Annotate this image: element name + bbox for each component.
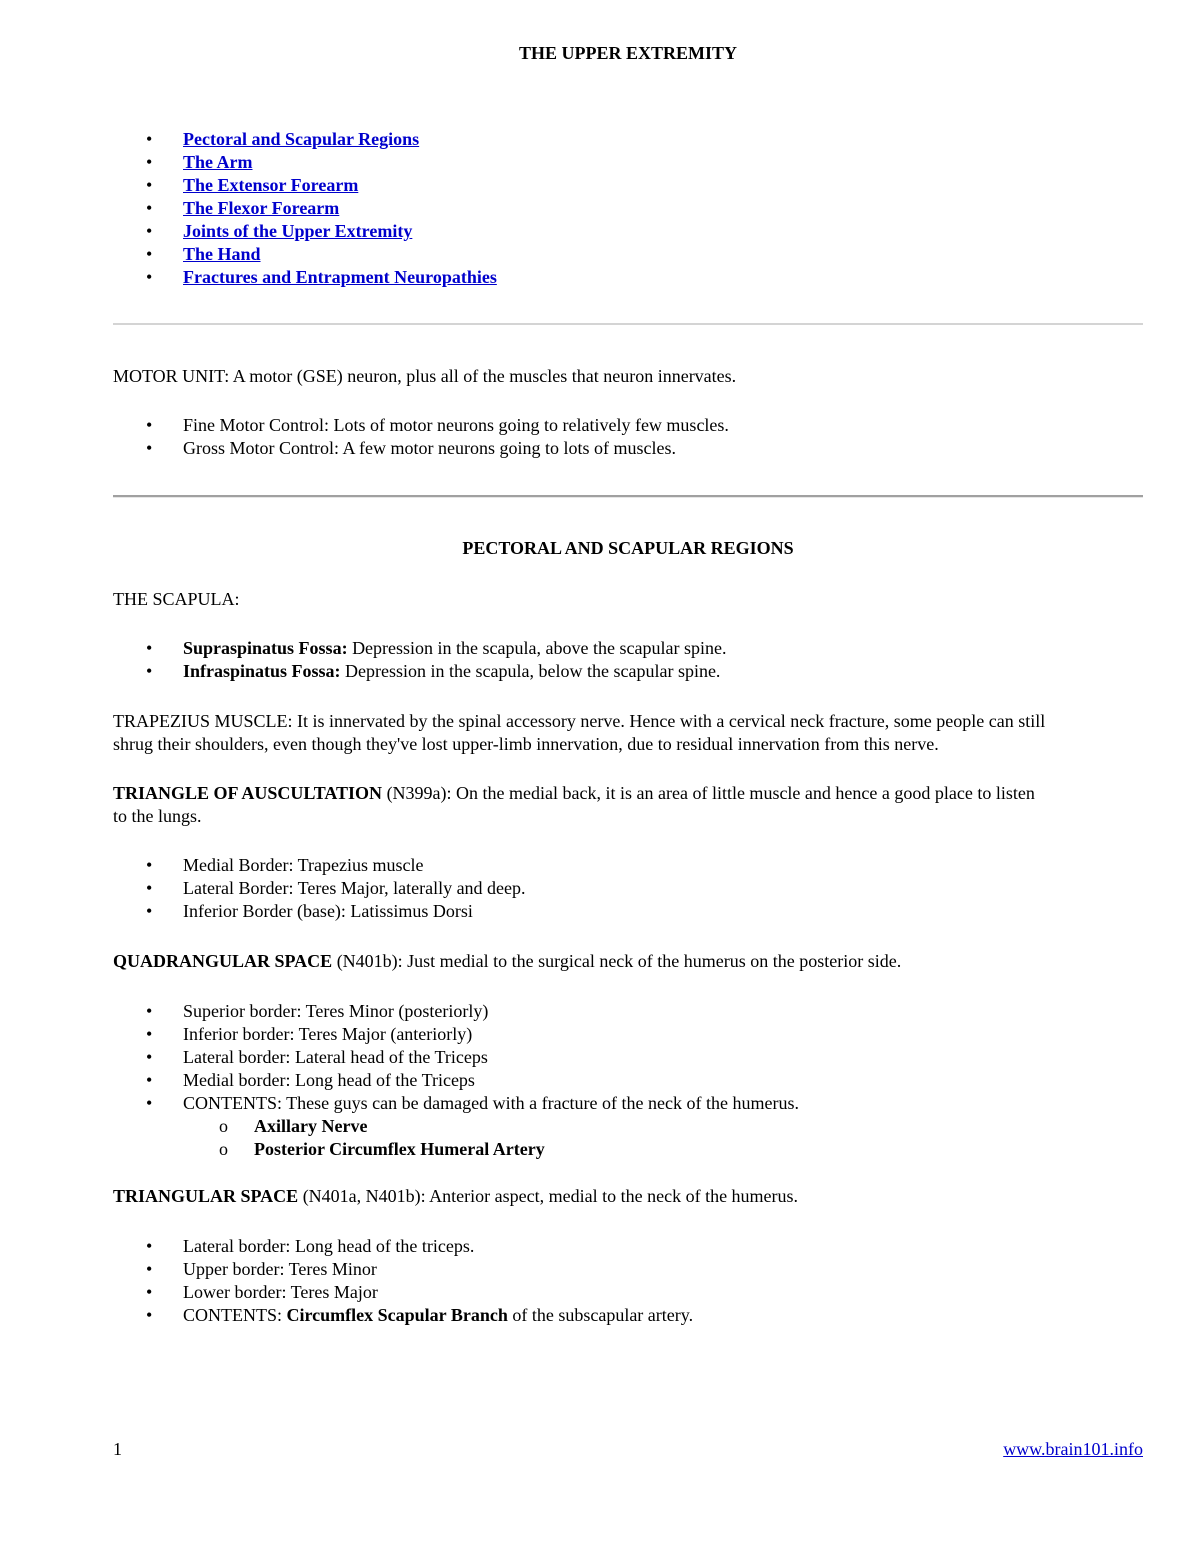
bullet-icon: • bbox=[146, 1259, 153, 1279]
list-item bbox=[113, 1092, 799, 1115]
sub-list-item bbox=[113, 1138, 799, 1161]
footer-website-link[interactable]: www.brain101.info bbox=[1003, 1439, 1143, 1459]
list-item bbox=[113, 220, 497, 243]
quadrangular-paragraph bbox=[113, 950, 1113, 973]
triangular-text: (N401a, N401b): Anterior aspect, medial to the neck of the humerus. bbox=[298, 1186, 799, 1206]
quadrangular-text: (N401b): Just medial to the surgical neck of the humerus on the posterior side. bbox=[332, 951, 902, 971]
bullet-icon: • bbox=[146, 175, 153, 195]
list-item-text: Fine Motor Control: Lots of motor neurons going to relatively few muscles. bbox=[183, 415, 729, 435]
motor-unit-text: MOTOR UNIT: A motor (GSE) neuron, plus all of the muscles that neuron innervates. bbox=[113, 366, 737, 386]
list-item bbox=[113, 1235, 693, 1258]
term: TRIANGULAR SPACE bbox=[113, 1186, 299, 1206]
auscultation-line-1: (N399a): On the medial back, it is an area of little muscle and hence a good place to listen bbox=[382, 783, 1035, 803]
scapula-list bbox=[113, 637, 726, 683]
toc-link-flexor-forearm[interactable]: The Flexor Forearm bbox=[183, 198, 340, 218]
bullet-icon: • bbox=[146, 415, 153, 435]
list-item-text: Lateral Border: Teres Major, laterally and deep. bbox=[183, 878, 526, 898]
term: TRIANGLE OF AUSCULTATION bbox=[113, 783, 383, 803]
bullet-icon: • bbox=[146, 198, 153, 218]
list-item-text: Medial Border: Trapezius muscle bbox=[183, 855, 424, 875]
list-item bbox=[113, 243, 497, 266]
list-item-text: Superior border: Teres Minor (posteriorly) bbox=[183, 1001, 489, 1021]
document-title: THE UPPER EXTREMITY bbox=[518, 43, 738, 63]
sub-bullet-icon: o bbox=[219, 1116, 228, 1136]
bullet-icon: • bbox=[146, 661, 153, 681]
auscultation-line-2: to the lungs. bbox=[113, 806, 202, 826]
list-item bbox=[113, 1023, 799, 1046]
list-item-text: Depression in the scapula, below the scapular spine. bbox=[340, 661, 721, 681]
term: Infraspinatus Fossa: bbox=[183, 661, 341, 681]
bullet-icon: • bbox=[146, 221, 153, 241]
bullet-icon: • bbox=[146, 1236, 153, 1256]
sub-bullet-icon: o bbox=[219, 1139, 228, 1159]
page-number: 1 bbox=[113, 1439, 122, 1459]
list-item bbox=[113, 174, 497, 197]
scapula-label: THE SCAPULA: bbox=[113, 589, 240, 609]
list-item-text: Gross Motor Control: A few motor neurons going to lots of muscles. bbox=[183, 438, 676, 458]
list-item bbox=[113, 877, 526, 900]
bullet-icon: • bbox=[146, 1001, 153, 1021]
toc-link-pectoral[interactable]: Pectoral and Scapular Regions bbox=[183, 129, 420, 149]
list-item bbox=[113, 900, 526, 923]
bullet-icon: • bbox=[146, 267, 153, 287]
toc-link-hand[interactable]: The Hand bbox=[183, 244, 261, 264]
sub-list-item bbox=[113, 1115, 799, 1138]
bullet-icon: • bbox=[146, 638, 153, 658]
list-item bbox=[113, 637, 726, 660]
bullet-icon: • bbox=[146, 1305, 153, 1325]
list-item bbox=[113, 1000, 799, 1023]
list-item bbox=[113, 854, 526, 877]
bullet-icon: • bbox=[146, 1282, 153, 1302]
list-item bbox=[113, 1281, 693, 1304]
list-item bbox=[113, 1258, 693, 1281]
bullet-icon: • bbox=[146, 878, 153, 898]
list-item bbox=[113, 1069, 799, 1092]
bullet-icon: • bbox=[146, 1093, 153, 1113]
list-item-text: Depression in the scapula, above the scapular spine. bbox=[347, 638, 727, 658]
term: QUADRANGULAR SPACE bbox=[113, 951, 333, 971]
toc-list bbox=[113, 128, 497, 289]
list-item bbox=[113, 151, 497, 174]
list-item-text: Medial border: Long head of the Triceps bbox=[183, 1070, 475, 1090]
toc-link-arm[interactable]: The Arm bbox=[183, 152, 253, 172]
toc-link-fractures[interactable]: Fractures and Entrapment Neuropathies bbox=[183, 267, 497, 287]
term: Supraspinatus Fossa: bbox=[183, 638, 348, 658]
list-item-text: Inferior border: Teres Major (anteriorly) bbox=[183, 1024, 473, 1044]
contents-prefix: CONTENTS: bbox=[183, 1305, 287, 1325]
list-item-text: CONTENTS: These guys can be damaged with a fracture of the neck of the humerus. bbox=[183, 1093, 799, 1113]
bullet-icon: • bbox=[146, 901, 153, 921]
list-item bbox=[113, 128, 497, 151]
bullet-icon: • bbox=[146, 1024, 153, 1044]
motor-control-list bbox=[113, 414, 729, 460]
trapezius-line-2: shrug their shoulders, even though they've lost upper-limb innervation, due to residual innervation from this nerve. bbox=[113, 734, 939, 754]
bullet-icon: • bbox=[146, 129, 153, 149]
term: Circumflex Scapular Branch bbox=[286, 1305, 508, 1325]
contents-suffix: of the subscapular artery. bbox=[507, 1305, 694, 1325]
triangular-paragraph bbox=[113, 1185, 1113, 1208]
section-heading: PECTORAL AND SCAPULAR REGIONS bbox=[462, 538, 794, 558]
list-item-text: Upper border: Teres Minor bbox=[183, 1259, 377, 1279]
section-divider bbox=[113, 495, 1143, 498]
bullet-icon: • bbox=[146, 244, 153, 264]
bullet-icon: • bbox=[146, 438, 153, 458]
auscultation-list bbox=[113, 854, 526, 923]
list-item-text: Lateral border: Lateral head of the Triceps bbox=[183, 1047, 488, 1067]
quadrangular-list bbox=[113, 1000, 799, 1161]
divider bbox=[113, 323, 1143, 325]
list-item bbox=[113, 197, 497, 220]
triangular-list bbox=[113, 1235, 693, 1327]
list-item-text: Lower border: Teres Major bbox=[183, 1282, 378, 1302]
bullet-icon: • bbox=[146, 152, 153, 172]
list-item bbox=[113, 660, 726, 683]
list-item bbox=[113, 414, 729, 437]
list-item bbox=[113, 266, 497, 289]
sub-list-item-text: Posterior Circumflex Humeral Artery bbox=[254, 1139, 545, 1159]
trapezius-paragraph bbox=[113, 710, 1143, 756]
list-item bbox=[113, 1046, 799, 1069]
bullet-icon: • bbox=[146, 1047, 153, 1067]
toc-link-extensor-forearm[interactable]: The Extensor Forearm bbox=[183, 175, 359, 195]
list-item bbox=[113, 1304, 693, 1327]
bullet-icon: • bbox=[146, 855, 153, 875]
toc-link-joints[interactable]: Joints of the Upper Extremity bbox=[183, 221, 413, 241]
auscultation-paragraph bbox=[113, 782, 1143, 828]
trapezius-line-1: TRAPEZIUS MUSCLE: It is innervated by the spinal accessory nerve. Hence with a cervical neck fracture, some people can still bbox=[113, 711, 1046, 731]
bullet-icon: • bbox=[146, 1070, 153, 1090]
list-item bbox=[113, 437, 729, 460]
list-item-text: Lateral border: Long head of the triceps. bbox=[183, 1236, 475, 1256]
list-item-text: Inferior Border (base): Latissimus Dorsi bbox=[183, 901, 473, 921]
sub-list-item-text: Axillary Nerve bbox=[254, 1116, 368, 1136]
